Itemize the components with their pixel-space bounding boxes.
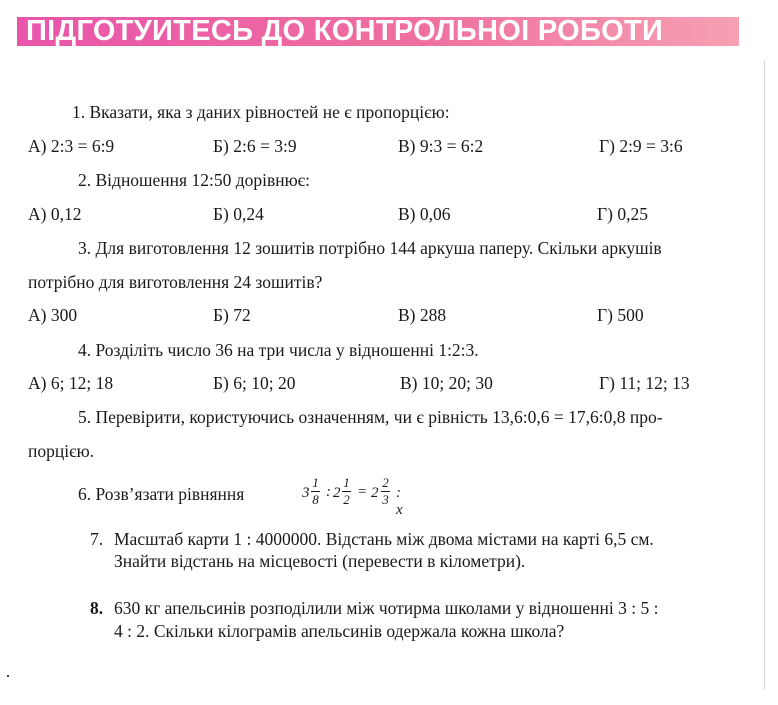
q3-option-d: Г) 500	[597, 305, 644, 325]
eq-whole-3: 2	[371, 485, 379, 501]
q1-option-c: В) 9:3 = 6:2	[398, 136, 484, 156]
eq-denominator-3: 3	[382, 492, 389, 507]
banner-title: ПІДГОТУИТЕСЬ ДО КОНТРОЛЬНОІ РОБОТИ	[26, 15, 664, 47]
question-8-line2: 4 : 2. Скільки кілограмів апельсинів одержала кожна школа?	[114, 621, 565, 641]
eq-fraction-2	[342, 476, 351, 507]
eq-equals: =	[358, 484, 367, 500]
eq-numerator-1: 1	[312, 475, 319, 490]
q4-option-d: Г) 11; 12; 13	[599, 373, 690, 393]
q2-option-c: В) 0,06	[398, 204, 451, 224]
q1-option-b: Б) 2:6 = 3:9	[213, 136, 297, 156]
question-3-text-line1: 3. Для виготовлення 12 зошитів потрібно 144 аркуша паперу. Скільки аркушів	[78, 238, 662, 258]
eq-tail: : x	[396, 485, 403, 518]
question-7-line2: Знайти відстань на місцевості (перевести в кілометри).	[114, 551, 526, 571]
question-7-line1: Масштаб карти 1 : 4000000. Відстань між двома містами на карті 6,5 см.	[114, 529, 654, 549]
eq-fraction-3	[381, 476, 390, 507]
q4-option-b: Б) 6; 10; 20	[213, 373, 296, 393]
question-5-text-line1: 5. Перевірити, користуючись означенням, чи є рівність 13,6:0,6 = 17,6:0,8 про-	[78, 407, 663, 427]
question-3-text-line2: потрібно для виготовлення 24 зошитів?	[28, 272, 323, 292]
eq-divide-1: :	[326, 484, 331, 500]
question-7-number: 7.	[90, 529, 104, 549]
stray-dot	[7, 675, 9, 677]
question-8-number: 8.	[90, 598, 104, 618]
eq-whole-2: 2	[333, 485, 341, 501]
eq-denominator-1: 8	[312, 492, 319, 507]
q1-option-d: Г) 2:9 = 3:6	[599, 136, 683, 156]
question-5-text-line2: порцією.	[28, 441, 95, 461]
eq-fraction-1	[311, 476, 320, 507]
q3-option-b: Б) 72	[213, 305, 251, 325]
eq-denominator-2: 2	[343, 492, 350, 507]
eq-numerator-2: 1	[343, 475, 350, 490]
question-2-text: 2. Відношення 12:50 дорівнює:	[78, 170, 311, 190]
q1-option-a: А) 2:3 = 6:9	[28, 136, 115, 156]
q2-option-a: А) 0,12	[28, 204, 82, 224]
q4-option-c: В) 10; 20; 30	[400, 373, 493, 393]
q4-option-a: А) 6; 12; 18	[28, 373, 114, 393]
q2-option-d: Г) 0,25	[597, 204, 648, 224]
eq-whole-1: 3	[302, 485, 310, 501]
question-4-text: 4. Розділіть число 36 на три числа у відношенні 1:2:3.	[78, 340, 479, 360]
question-6-text: 6. Розв’язати рівняння	[78, 484, 245, 504]
q2-option-b: Б) 0,24	[213, 204, 264, 224]
eq-numerator-3: 2	[382, 475, 389, 490]
question-8-line1: 630 кг апельсинів розподілили між чотирма школами у відношенні 3 : 5 :	[114, 598, 659, 618]
page-edge-divider	[764, 60, 765, 690]
question-1-text: 1. Вказати, яка з даних рівностей не є пропорцією:	[72, 102, 450, 122]
q3-option-a: А) 300	[28, 305, 78, 325]
q3-option-c: В) 288	[398, 305, 447, 325]
